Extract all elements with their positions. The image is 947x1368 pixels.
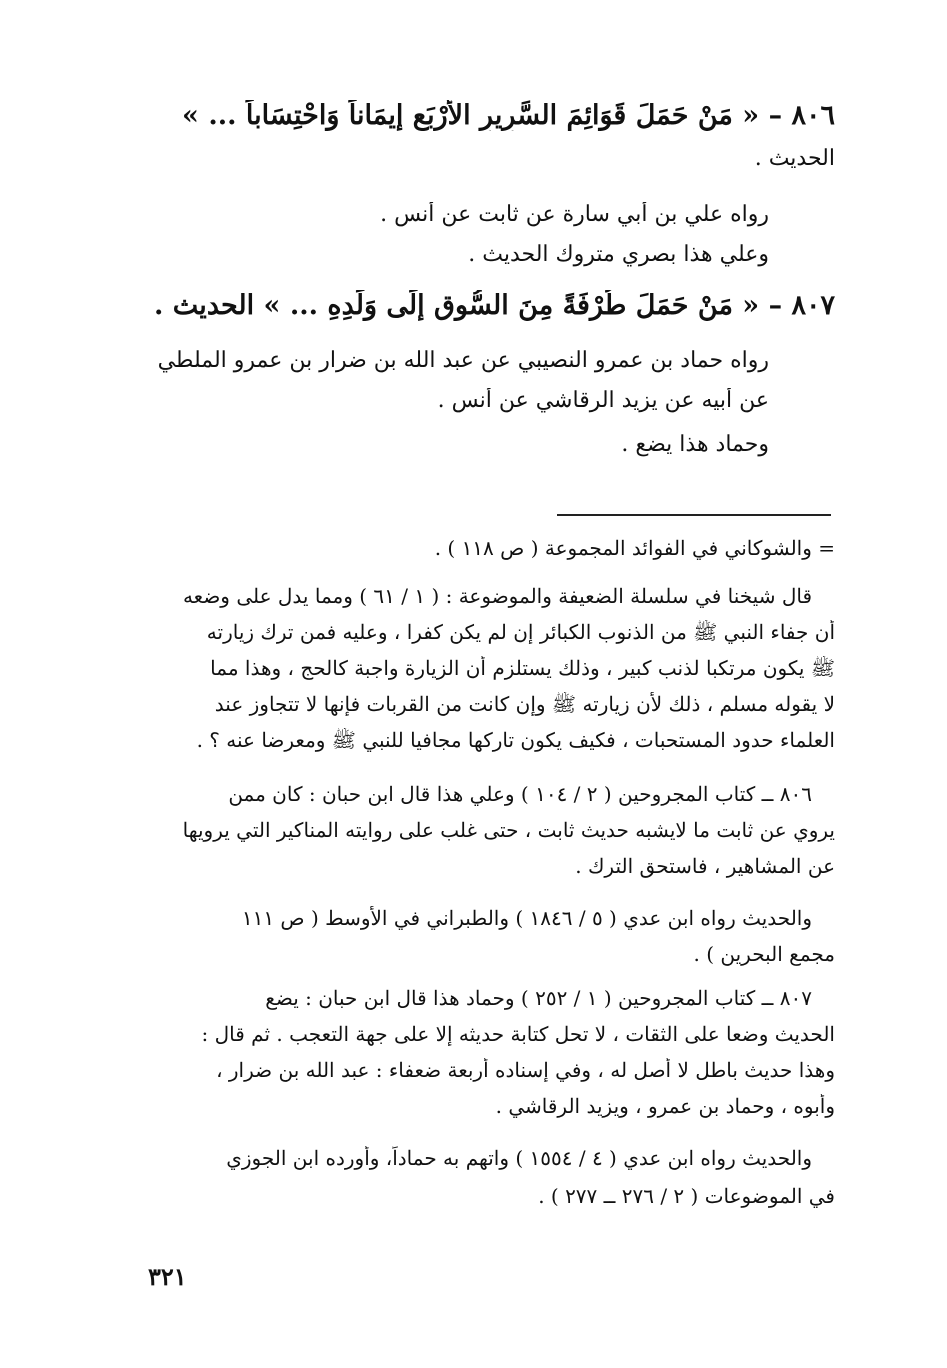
footnote-line: الحديث وضعا على الثقات ، لا تحل كتابة حديثه إلا على جهة التعجب . ثم قال :	[201, 1022, 835, 1046]
footnote-806: ٨٠٦ ــ كتاب المجروحين ( ٢ / ١٠٤ ) وعلي هذا قال ابن حبان : كان ممن	[228, 782, 812, 806]
hadith-807-heading: ٨٠٧ – « مَنْ حَمَلَ طُرْفَةً مِنَ السُّوقِ إِلَى وَلَدِهِ ... » الحديث .	[154, 290, 835, 321]
footnote-line: وهذا حديث باطل لا أصل له ، وفي إسناده أربعة ضعفاء : عبد الله بن ضرار ،	[216, 1058, 835, 1082]
page-number: ٣٢١	[148, 1262, 187, 1291]
footnote-807: ٨٠٧ ــ كتاب المجروحين ( ١ / ٢٥٢ ) وحماد هذا قال ابن حبان : يضع	[265, 986, 812, 1010]
footnote-divider	[557, 514, 831, 516]
hadith-806-narration: رواه علي بن أبي سارة عن ثابت عن أنس .	[380, 202, 769, 227]
footnote-line: يروي عن ثابت ما لايشبه حديث ثابت ، حتى غلب على روايته المناكير التي يرويها	[182, 818, 835, 842]
footnote-line: أن جفاء النبي ﷺ من الذنوب الكبائر إن لم يكن كفرا ، وعليه فمن ترك زيارته	[206, 620, 835, 644]
hadith-806-heading: ٨٠٦ – « مَنْ حَمَلَ قَوَائِمَ السَّرِيرِ الأَرْبَعِ إِيمَاناً وَاحْتِسَاباً ... »	[182, 100, 835, 131]
footnote-line: مجمع البحرين ) .	[693, 942, 835, 966]
footnote-line: ﷺ يكون مرتكبا لذنب كبير ، وذلك يستلزم أن الزيارة واجبة كالحج ، وهذا مما	[210, 656, 835, 680]
footnote-line: في الموضوعات ( ٢ / ٢٧٦ ــ ٢٧٧ ) .	[538, 1184, 835, 1208]
hadith-807-narration-cont: عن أبيه عن يزيد الرقاشي عن أنس .	[437, 388, 769, 413]
footnote-line: قال شيخنا في سلسلة الضعيفة والموضوعة : ( ١ / ٦١ ) ومما يدل على وضعه	[182, 584, 812, 608]
hadith-806-heading-cont: الحديث .	[754, 146, 835, 171]
footnote-line: وأبوه ، وحماد بن عمرو ، ويزيد الرقاشي .	[495, 1094, 835, 1118]
hadith-807-narration: رواه حماد بن عمرو النصيبي عن عبد الله بن ضرار بن عمرو الملطي	[157, 348, 769, 373]
hadith-806-grading: وعلي هذا بصري متروك الحديث .	[468, 242, 769, 267]
footnote-line: عن المشاهير ، فاستحق الترك .	[575, 854, 835, 878]
hadith-807-grading: وحماد هذا يضع .	[621, 432, 769, 457]
footnote-line: والحديث رواه ابن عدي ( ٤ / ١٥٥٤ ) واتهم به حماداً، وأورده ابن الجوزي	[226, 1146, 812, 1170]
footnote-line: العلماء حدود المستحبات ، فكيف يكون تاركها مجافيا للنبي ﷺ ومعرضا عنه ؟ .	[196, 728, 835, 752]
footnote-line: = والشوكاني في الفوائد المجموعة ( ص ١١٨ ) .	[434, 536, 835, 560]
footnote-line: لا يقوله مسلم ، ذلك لأن زيارته ﷺ وإن كانت من القربات فإنها لا تتجاوز عند	[214, 692, 835, 716]
footnote-line: والحديث رواه ابن عدي ( ٥ / ١٨٤٦ ) والطبراني في الأوسط ( ص ١١١	[241, 906, 812, 930]
